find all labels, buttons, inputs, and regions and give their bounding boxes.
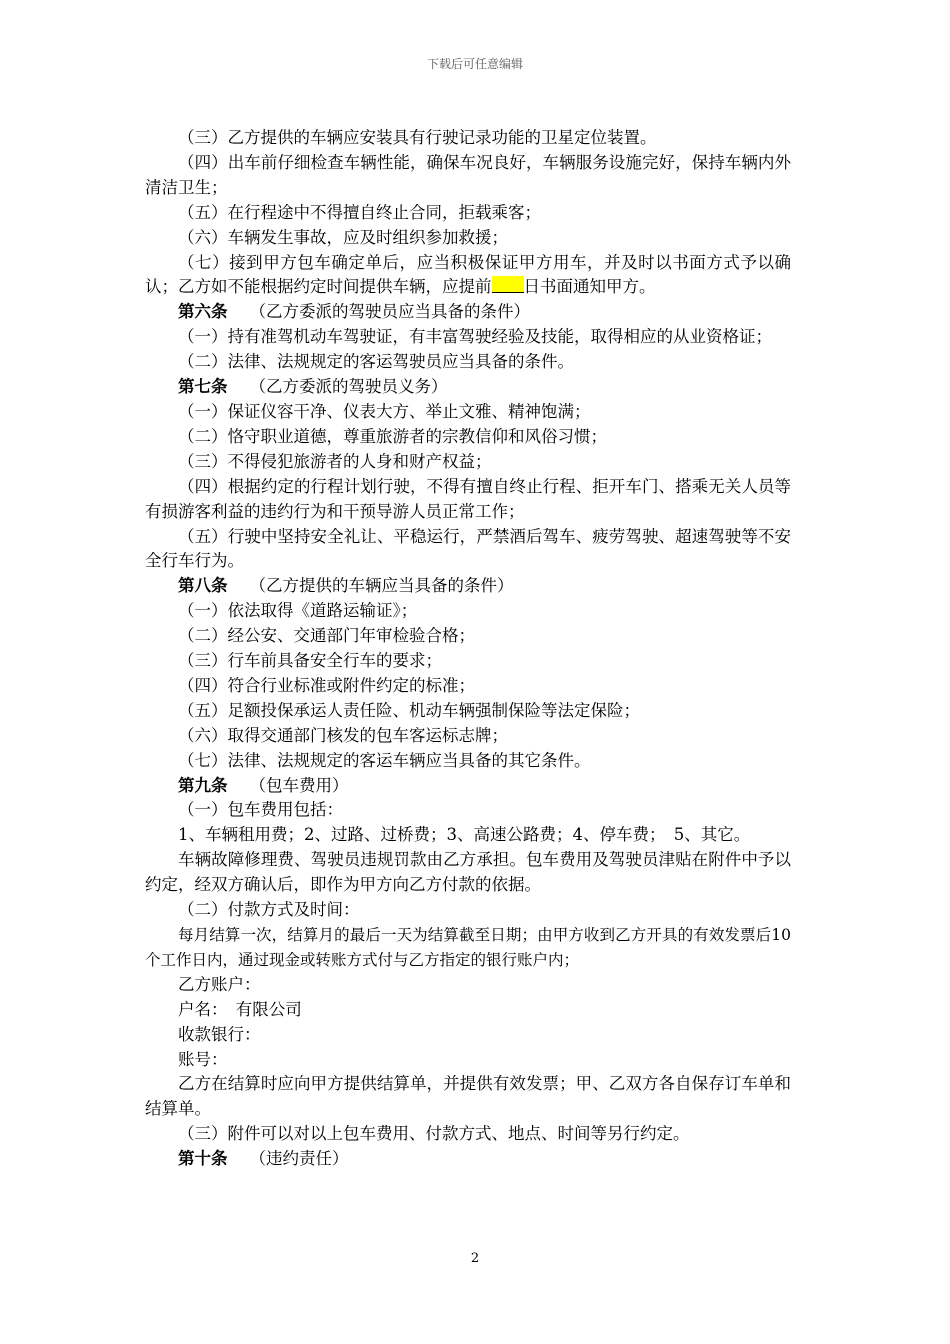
paragraph: （一）依法取得《道路运输证》； bbox=[178, 601, 418, 621]
article-heading bbox=[145, 1147, 791, 1172]
page-number: 2 bbox=[470, 1251, 480, 1266]
paragraph: （五）行驶中坚持安全礼让、平稳运行，严禁酒后驾车、疲劳驾驶、超速驾驶等不安全行车行为。 bbox=[145, 526, 791, 571]
paragraph: （一）保证仪容干净、仪表大方、举止文雅、精神饱满； bbox=[178, 401, 591, 421]
paragraph: （四）符合行业标准或附件约定的标准； bbox=[178, 675, 475, 695]
article-heading bbox=[145, 574, 791, 599]
paragraph: （四）出车前仔细检查车辆性能，确保车况良好，车辆服务设施完好，保持车辆内外清洁卫生； bbox=[145, 152, 791, 197]
blank-fill-highlight[interactable] bbox=[492, 276, 524, 293]
paragraph: （二）经公安、交通部门年审检验合格； bbox=[178, 626, 475, 646]
paragraph: （一）持有准驾机动车驾驶证，有丰富驾驶经验及技能，取得相应的从业资格证； bbox=[178, 327, 772, 347]
article-title: （包车费用） bbox=[249, 775, 349, 795]
article-heading bbox=[145, 300, 791, 325]
paragraph: 每月结算一次，结算月的最后一天为结算截至日期；由甲方收到乙方开具的有效发票后10个工作日内，通过现金或转账方式付与乙方指定的银行账户内； bbox=[145, 926, 791, 969]
paragraph: 乙方账户： bbox=[178, 974, 261, 994]
article-title: （乙方委派的驾驶员义务） bbox=[249, 377, 448, 397]
paragraph: （六）车辆发生事故，应及时组织参加救援； bbox=[178, 227, 508, 247]
paragraph-text: （七）接到甲方包车确定单后，应当积极保证甲方用车，并及时以书面方式予以确认；乙方如不能根据约定时间提供车辆，应提前 bbox=[145, 252, 791, 297]
paragraph: （三）不得侵犯旅游者的人身和财产权益； bbox=[178, 451, 492, 471]
paragraph bbox=[145, 251, 791, 301]
paragraph: 户名： 有限公司 bbox=[178, 999, 302, 1019]
paragraph: （二）恪守职业道德，尊重旅游者的宗教信仰和风俗习惯； bbox=[178, 426, 607, 446]
paragraph: 账号： bbox=[178, 1049, 228, 1069]
paragraph: （二）付款方式及时间： bbox=[178, 900, 360, 920]
paragraph: （二）法律、法规规定的客运驾驶员应当具备的条件。 bbox=[178, 352, 574, 372]
article-heading bbox=[145, 774, 791, 799]
document-body bbox=[145, 126, 791, 1172]
article-number: 第七条 bbox=[178, 377, 228, 397]
paragraph: （七）法律、法规规定的客运车辆应当具备的其它条件。 bbox=[178, 750, 591, 770]
article-number: 第十条 bbox=[178, 1149, 228, 1169]
paragraph: （三）附件可以对以上包车费用、付款方式、地点、时间等另行约定。 bbox=[178, 1124, 690, 1144]
article-heading bbox=[145, 375, 791, 400]
paragraph: （三）乙方提供的车辆应安装具有行驶记录功能的卫星定位装置。 bbox=[178, 128, 657, 147]
article-title: （乙方委派的驾驶员应当具备的条件） bbox=[249, 302, 530, 322]
paragraph: （五）在行程途中不得擅自终止合同，拒载乘客； bbox=[178, 202, 541, 222]
article-title: （违约责任） bbox=[249, 1149, 349, 1169]
paragraph: 收款银行： bbox=[178, 1024, 261, 1044]
paragraph: （六）取得交通部门核发的包车客运标志牌； bbox=[178, 725, 508, 745]
paragraph: 1、车辆租用费；2、过路、过桥费；3、高速公路费；4、停车费； 5、其它。 bbox=[178, 825, 751, 845]
article-number: 第八条 bbox=[178, 576, 228, 596]
page-header: 下载后可任意编辑 bbox=[426, 57, 523, 71]
paragraph: （一）包车费用包括： bbox=[178, 800, 343, 820]
paragraph: 车辆故障修理费、驾驶员违规罚款由乙方承担。包车费用及驾驶员津贴在附件中予以约定，经双方确认后，即作为甲方向乙方付款的依据。 bbox=[145, 850, 791, 895]
paragraph: （三）行车前具备安全行车的要求； bbox=[178, 651, 442, 671]
article-number: 第六条 bbox=[178, 302, 228, 322]
article-title: （乙方提供的车辆应当具备的条件） bbox=[249, 576, 514, 596]
paragraph: （四）根据约定的行程计划行驶，不得有擅自终止行程、拒开车门、搭乘无关人员等有损游客利益的违约行为和干预导游人员正常工作； bbox=[145, 476, 791, 521]
paragraph-text: 日书面通知甲方。 bbox=[523, 277, 656, 297]
paragraph: 乙方在结算时应向甲方提供结算单，并提供有效发票；甲、乙双方各自保存订车单和结算单。 bbox=[145, 1074, 791, 1119]
paragraph: （五）足额投保承运人责任险、机动车辆强制保险等法定保险； bbox=[178, 700, 640, 720]
article-number: 第九条 bbox=[178, 775, 228, 795]
